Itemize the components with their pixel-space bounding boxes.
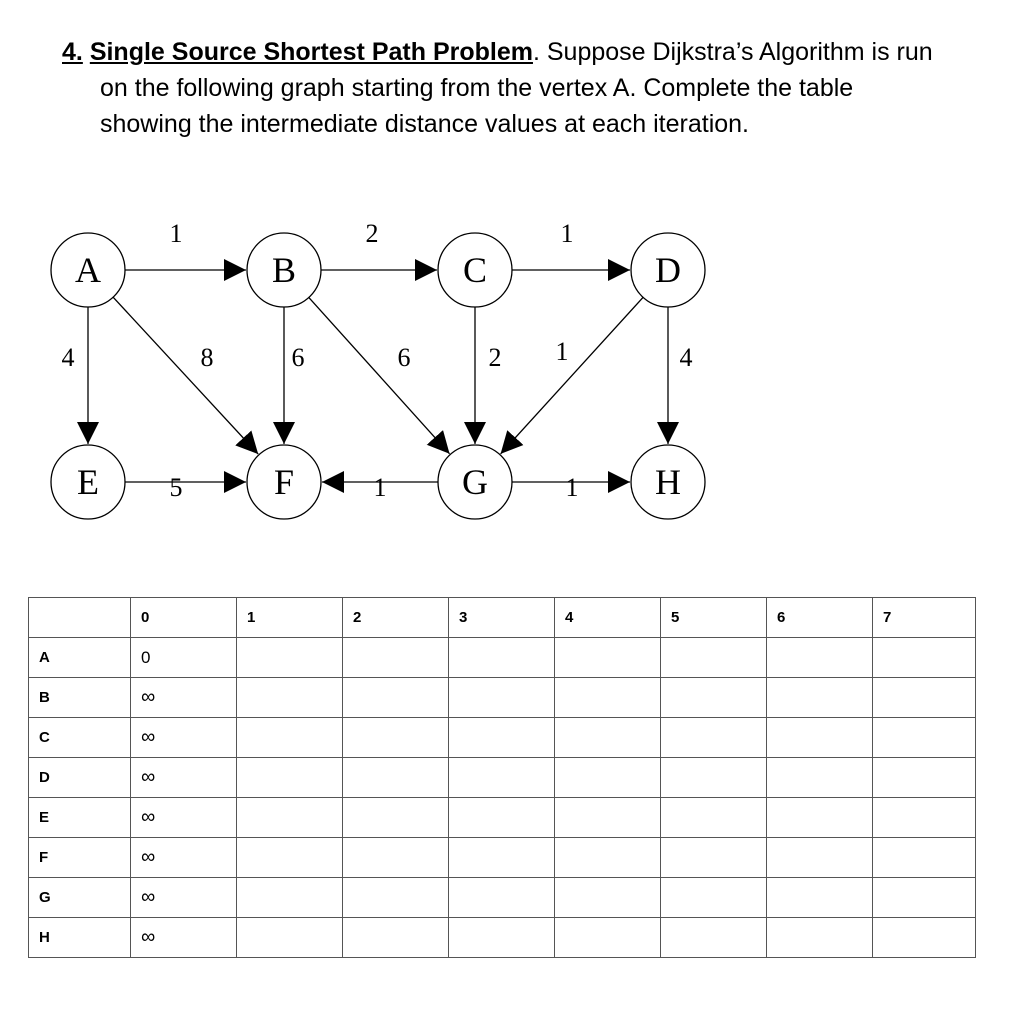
distance-cell-empty[interactable] xyxy=(767,878,873,918)
table-row xyxy=(29,878,976,918)
edge-weight-g-f: 1 xyxy=(373,473,387,502)
distance-cell-empty[interactable] xyxy=(661,758,767,798)
table-body xyxy=(29,638,976,958)
node-e-label: E xyxy=(77,462,99,502)
edge-d-g xyxy=(501,297,644,454)
distance-cell-empty[interactable] xyxy=(661,638,767,678)
question-line-1 xyxy=(62,34,962,70)
edge-b-g xyxy=(309,297,450,453)
edge-weight-a-b: 1 xyxy=(169,219,183,248)
distance-cell-empty[interactable] xyxy=(555,718,661,758)
question-heading: Single Source Shortest Path Problem xyxy=(89,38,533,66)
header-iteration-0: 0 xyxy=(131,598,237,638)
row-label: F xyxy=(29,838,131,878)
distance-cell-empty[interactable] xyxy=(343,878,449,918)
distance-table xyxy=(28,597,976,958)
table-row xyxy=(29,798,976,838)
distance-cell-empty[interactable] xyxy=(873,758,976,798)
distance-cell-empty[interactable] xyxy=(343,918,449,958)
distance-cell-initial: 0 xyxy=(131,638,237,678)
distance-cell-empty[interactable] xyxy=(661,718,767,758)
table-row xyxy=(29,718,976,758)
distance-cell-empty[interactable] xyxy=(555,838,661,878)
edge-weight-c-d: 1 xyxy=(560,219,574,248)
header-iteration-7: 7 xyxy=(873,598,976,638)
edge-weight-a-e: 4 xyxy=(61,343,75,372)
edge-weight-a-f: 8 xyxy=(200,343,214,372)
edge-weight-e-f: 5 xyxy=(169,473,183,502)
distance-cell-empty[interactable] xyxy=(661,838,767,878)
node-c-label: C xyxy=(462,250,488,290)
table-row xyxy=(29,838,976,878)
distance-cell-initial: ∞ xyxy=(131,678,237,718)
distance-cell-initial: ∞ xyxy=(131,718,237,758)
distance-cell-empty[interactable] xyxy=(237,758,343,798)
distance-cell-empty[interactable] xyxy=(873,718,976,758)
edge-weight-b-c: 2 xyxy=(365,219,379,248)
header-blank xyxy=(29,598,131,638)
table-header-row xyxy=(29,598,976,638)
distance-cell-empty[interactable] xyxy=(873,798,976,838)
header-iteration-1: 1 xyxy=(237,598,343,638)
question-line-1-rest: . Suppose Dijkstra’s Algorithm is run xyxy=(532,38,933,66)
distance-table-wrap xyxy=(28,597,976,958)
edge-weight-c-g: 2 xyxy=(488,343,502,372)
table-row xyxy=(29,638,976,678)
node-b-label: B xyxy=(271,250,297,290)
distance-cell-empty[interactable] xyxy=(873,838,976,878)
header-iteration-5: 5 xyxy=(661,598,767,638)
node-f-label: F xyxy=(273,462,295,502)
distance-cell-empty[interactable] xyxy=(237,918,343,958)
distance-cell-empty[interactable] xyxy=(767,918,873,958)
distance-cell-empty[interactable] xyxy=(343,638,449,678)
distance-cell-empty[interactable] xyxy=(661,878,767,918)
distance-cell-empty[interactable] xyxy=(661,678,767,718)
node-a-label: A xyxy=(75,250,101,290)
distance-cell-empty[interactable] xyxy=(237,798,343,838)
distance-cell-empty[interactable] xyxy=(767,798,873,838)
distance-cell-initial: ∞ xyxy=(131,878,237,918)
distance-cell-empty[interactable] xyxy=(449,638,555,678)
distance-cell-empty[interactable] xyxy=(449,838,555,878)
distance-cell-empty[interactable] xyxy=(237,838,343,878)
table-row xyxy=(29,918,976,958)
header-iteration-6: 6 xyxy=(767,598,873,638)
distance-cell-empty[interactable] xyxy=(449,758,555,798)
distance-cell-empty[interactable] xyxy=(767,678,873,718)
distance-cell-empty[interactable] xyxy=(237,878,343,918)
distance-cell-empty[interactable] xyxy=(449,878,555,918)
distance-cell-empty[interactable] xyxy=(237,718,343,758)
distance-cell-empty[interactable] xyxy=(449,718,555,758)
distance-cell-empty[interactable] xyxy=(767,638,873,678)
distance-cell-empty[interactable] xyxy=(555,758,661,798)
distance-cell-empty[interactable] xyxy=(873,878,976,918)
distance-cell-initial: ∞ xyxy=(131,838,237,878)
distance-cell-empty[interactable] xyxy=(555,878,661,918)
distance-cell-empty[interactable] xyxy=(237,678,343,718)
node-g-label: G xyxy=(462,462,488,502)
distance-cell-empty[interactable] xyxy=(767,758,873,798)
distance-cell-empty[interactable] xyxy=(661,918,767,958)
distance-cell-empty[interactable] xyxy=(343,838,449,878)
row-label: B xyxy=(29,678,131,718)
distance-cell-empty[interactable] xyxy=(873,918,976,958)
distance-cell-empty[interactable] xyxy=(343,718,449,758)
distance-cell-initial: ∞ xyxy=(131,918,237,958)
distance-cell-empty[interactable] xyxy=(449,678,555,718)
distance-cell-empty[interactable] xyxy=(555,678,661,718)
distance-cell-empty[interactable] xyxy=(767,718,873,758)
graph-diagram xyxy=(0,200,760,540)
distance-cell-empty[interactable] xyxy=(661,798,767,838)
row-label: C xyxy=(29,718,131,758)
edge-weight-g-h: 1 xyxy=(565,473,579,502)
row-label: A xyxy=(29,638,131,678)
distance-cell-initial: ∞ xyxy=(131,758,237,798)
edge-weight-b-f: 6 xyxy=(291,343,305,372)
distance-cell-empty[interactable] xyxy=(343,798,449,838)
edge-weight-b-g: 6 xyxy=(397,343,411,372)
row-label: G xyxy=(29,878,131,918)
question-line-2: on the following graph starting from the vertex A. Complete the table xyxy=(100,74,854,102)
header-iteration-2: 2 xyxy=(343,598,449,638)
row-label: D xyxy=(29,758,131,798)
row-label: E xyxy=(29,798,131,838)
distance-cell-empty[interactable] xyxy=(449,798,555,838)
row-label: H xyxy=(29,918,131,958)
distance-cell-empty[interactable] xyxy=(873,638,976,678)
table-row xyxy=(29,678,976,718)
distance-cell-empty[interactable] xyxy=(767,838,873,878)
distance-cell-empty[interactable] xyxy=(343,758,449,798)
edge-weight-d-g: 1 xyxy=(555,337,569,366)
distance-cell-empty[interactable] xyxy=(449,918,555,958)
distance-cell-empty[interactable] xyxy=(343,678,449,718)
question-line-3: showing the intermediate distance values at each iteration. xyxy=(100,110,749,138)
edge-a-f xyxy=(113,297,258,454)
node-d-label: D xyxy=(655,250,681,290)
question-text xyxy=(62,34,962,142)
distance-cell-empty[interactable] xyxy=(555,918,661,958)
question-number: 4. xyxy=(62,38,83,66)
distance-cell-empty[interactable] xyxy=(873,678,976,718)
header-iteration-4: 4 xyxy=(555,598,661,638)
node-h-label: H xyxy=(655,462,681,502)
distance-cell-empty[interactable] xyxy=(237,638,343,678)
header-iteration-3: 3 xyxy=(449,598,555,638)
distance-cell-empty[interactable] xyxy=(555,798,661,838)
edge-weight-d-h: 4 xyxy=(679,343,693,372)
distance-cell-initial: ∞ xyxy=(131,798,237,838)
distance-cell-empty[interactable] xyxy=(555,638,661,678)
table-row xyxy=(29,758,976,798)
